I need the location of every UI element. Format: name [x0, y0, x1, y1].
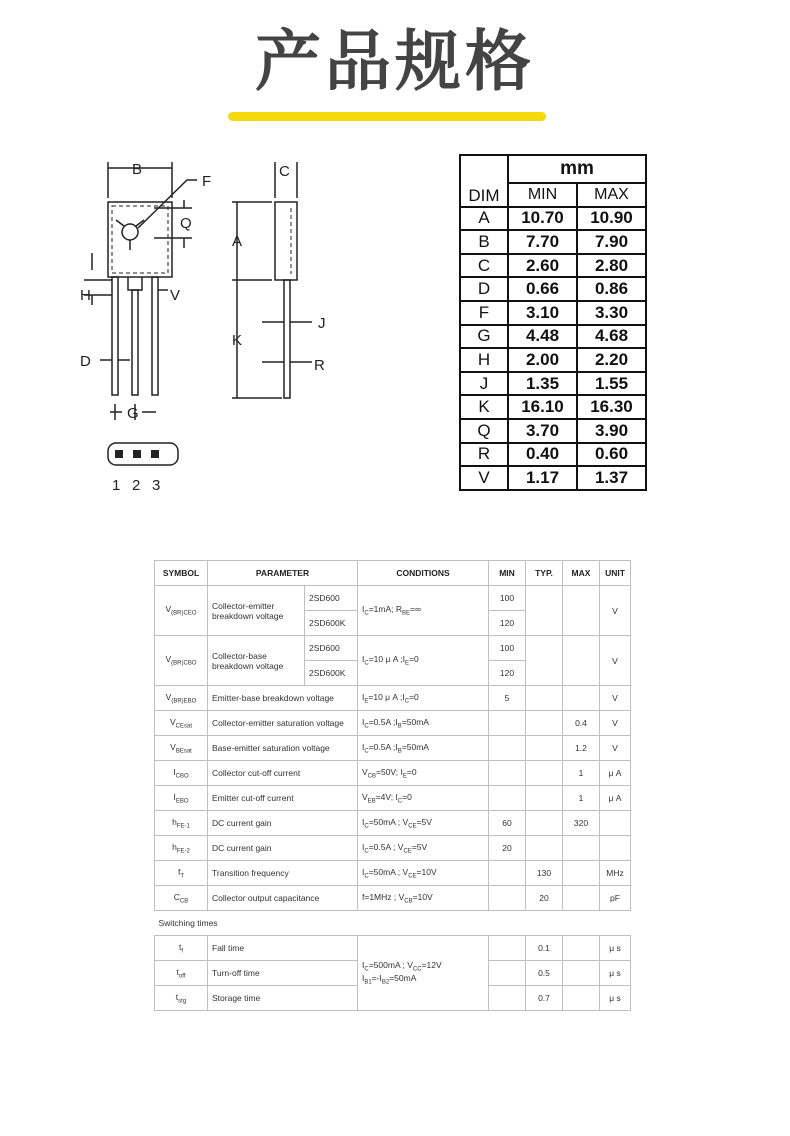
- col-conditions: CONDITIONS: [358, 561, 489, 586]
- min-cell: 1.17: [508, 466, 577, 490]
- col-unit: UNIT: [600, 561, 631, 586]
- dim-cell: B: [460, 230, 508, 254]
- table-row: $V_{(BR)EBO}$ Emitter-base breakdown voltage $I_E=10$ μ A $;I_C=0$ 5 V: [155, 686, 631, 711]
- min-cell: 10.70: [508, 207, 577, 231]
- min-cell: 2.00: [508, 348, 577, 372]
- dim-cell: H: [460, 348, 508, 372]
- table-row: $V_{(BR)CEO}$ Collector-emitter breakdown voltage 2SD600 $I_C=1mA$; $R_{BE}=\infty$ 100 V: [155, 586, 631, 611]
- table-row: $C_{CB}$ Collector output capacitance f=1MHz ; $V_{CB}=10V$ 20 pF: [155, 886, 631, 911]
- dimension-table: [459, 154, 647, 491]
- dim-cell: Q: [460, 419, 508, 443]
- table-row: $t_{stg}$ Storage time 0.7 μ s: [155, 986, 631, 1011]
- title-underline: [228, 112, 546, 121]
- col-max: MAX: [563, 561, 600, 586]
- max-cell: 0.86: [577, 277, 646, 301]
- dim-cell: R: [460, 443, 508, 467]
- dim-row: [460, 466, 646, 490]
- max-cell: 2.80: [577, 254, 646, 278]
- svg-text:F: F: [202, 173, 212, 190]
- dim-row: [460, 230, 646, 254]
- dim-label-b: B: [132, 161, 143, 178]
- col-typ: TYP.: [526, 561, 563, 586]
- dim-cell: J: [460, 372, 508, 396]
- svg-text:C: C: [279, 163, 290, 180]
- max-cell: 3.90: [577, 419, 646, 443]
- dim-cell: C: [460, 254, 508, 278]
- svg-text:H: H: [80, 287, 91, 304]
- svg-text:K: K: [232, 332, 243, 349]
- max-cell: 3.30: [577, 301, 646, 325]
- col-min: MIN: [489, 561, 526, 586]
- dim-row: [460, 372, 646, 396]
- svg-text:R: R: [314, 357, 325, 374]
- dim-cell: G: [460, 325, 508, 349]
- unit-header: mm: [508, 155, 646, 183]
- table-row: $I_{CBO}$ Collector cut-off current $V_{CB}=50V$; $I_E=0$ 1 μ A: [155, 761, 631, 786]
- package-outline-drawing: [72, 150, 362, 500]
- svg-text:D: D: [80, 353, 91, 370]
- dim-row: [460, 277, 646, 301]
- table-row: $t_{off}$ Turn-off time 0.5 μ s: [155, 961, 631, 986]
- svg-text:Q: Q: [180, 215, 192, 232]
- max-header: MAX: [577, 183, 646, 207]
- dim-row: [460, 348, 646, 372]
- max-cell: 16.30: [577, 395, 646, 419]
- min-cell: 16.10: [508, 395, 577, 419]
- table-row: $f_T$ Transition frequency $I_C=50mA$ ; $V_{CE}=10V$ 130 MHz: [155, 861, 631, 886]
- dim-row: [460, 254, 646, 278]
- table-row: $t_f$ Fall time $I_C=500mA$ ; $V_{CC}=12V$ $I_{B1}=-I_{B2}=50mA$ 0.1 μ s: [155, 936, 631, 961]
- min-header: MIN: [508, 183, 577, 207]
- table-row: 2SD600K 120: [155, 661, 631, 686]
- min-cell: 2.60: [508, 254, 577, 278]
- dim-cell: A: [460, 207, 508, 231]
- switching-times-row: Switching times: [155, 911, 631, 936]
- max-cell: 10.90: [577, 207, 646, 231]
- max-cell: 0.60: [577, 443, 646, 467]
- dim-row: [460, 325, 646, 349]
- col-symbol: SYMBOL: [155, 561, 208, 586]
- table-row: $V_{(BR)CBO}$ Collector-base breakdown voltage 2SD600 $I_C=10$ μ A $;I_E=0$ 100 V: [155, 636, 631, 661]
- table-row: $I_{EBO}$ Emitter cut-off current $V_{EB}=4V$; $I_C=0$ 1 μ A: [155, 786, 631, 811]
- min-cell: 0.66: [508, 277, 577, 301]
- svg-text:2: 2: [132, 477, 141, 494]
- dim-row: [460, 301, 646, 325]
- dim-cell: F: [460, 301, 508, 325]
- dim-cell: V: [460, 466, 508, 490]
- svg-text:3: 3: [152, 477, 161, 494]
- dim-row: [460, 443, 646, 467]
- svg-text:1: 1: [112, 477, 121, 494]
- max-cell: 1.37: [577, 466, 646, 490]
- table-row: $V_{BEsat}$ Base-emitter saturation voltage $I_C=0.5A$ $;I_B=50mA$ 1.2 V: [155, 736, 631, 761]
- table-row: 2SD600K 120: [155, 611, 631, 636]
- page-title: 产品规格: [255, 23, 535, 100]
- min-cell: 1.35: [508, 372, 577, 396]
- svg-text:J: J: [318, 315, 326, 332]
- min-cell: 7.70: [508, 230, 577, 254]
- svg-text:A: A: [232, 233, 243, 250]
- min-cell: 3.70: [508, 419, 577, 443]
- min-cell: 0.40: [508, 443, 577, 467]
- table-row: $V_{CEsat}$ Collector-emitter saturation voltage $I_C=0.5A$ $;I_B=50mA$ 0.4 V: [155, 711, 631, 736]
- svg-text:G: G: [127, 405, 139, 422]
- dim-row: [460, 419, 646, 443]
- dim-cell: D: [460, 277, 508, 301]
- max-cell: 4.68: [577, 325, 646, 349]
- max-cell: 1.55: [577, 372, 646, 396]
- svg-text:V: V: [170, 287, 181, 304]
- min-cell: 4.48: [508, 325, 577, 349]
- dim-row: [460, 207, 646, 231]
- max-cell: 7.90: [577, 230, 646, 254]
- table-row: $h_{FE-1}$ DC current gain $I_C=50mA$ ; $V_{CE}=5V$ 60 320: [155, 811, 631, 836]
- table-row: $h_{FE-2}$ DC current gain $I_C=0.5A$ ; $V_{CE}=5V$ 20: [155, 836, 631, 861]
- electrical-characteristics-table: [154, 560, 631, 1011]
- dim-cell: K: [460, 395, 508, 419]
- dim-row: [460, 395, 646, 419]
- col-parameter: PARAMETER: [208, 561, 358, 586]
- max-cell: 2.20: [577, 348, 646, 372]
- min-cell: 3.10: [508, 301, 577, 325]
- dim-header: DIM: [460, 155, 508, 207]
